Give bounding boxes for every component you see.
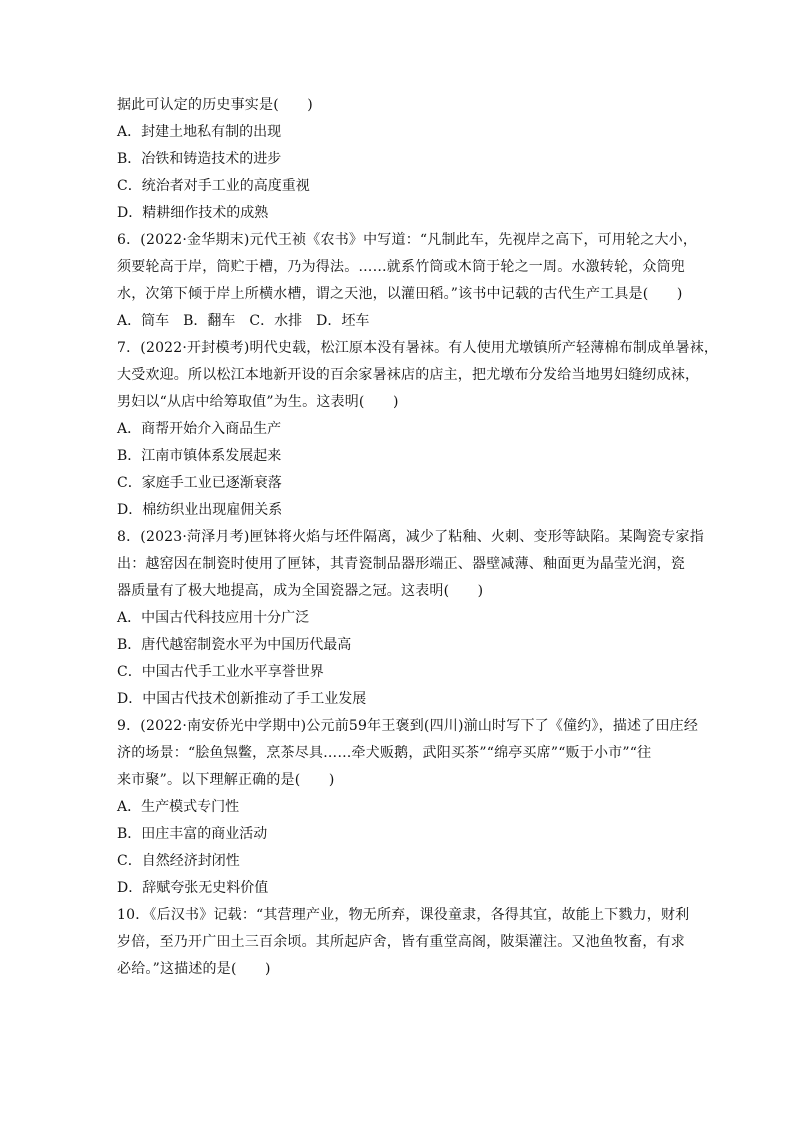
q7-stem-line-3: 男妇以“从店中给筹取值”为生。这表明( ) [117, 394, 399, 410]
q9-stem-line-3: 来市聚”。以下理解正确的是( ) [117, 772, 335, 788]
q8-option-d: D．中国古代技术创新推动了手工业发展 [117, 691, 367, 707]
q9-option-a: A．生产模式专门性 [117, 799, 240, 815]
question-list [117, 92, 719, 983]
q9-option-b: B．田庄丰富的商业活动 [117, 826, 268, 842]
q8-stem-line-1: 8．(2023·菏泽月考)匣钵将火焰与坯件隔离，减少了粘釉、火刺、变形等缺陷。某陶瓷专家指 [117, 529, 704, 545]
q5-stem-tail: 据此可认定的历史事实是( ) [117, 97, 313, 113]
q5-option-a: A．封建土地私有制的出现 [117, 124, 282, 140]
q8-option-b: B．唐代越窑制瓷水平为中国历代最高 [117, 637, 352, 653]
q9-stem-line-2: 济的场景：“脍鱼炰鳖，烹茶尽具……牵犬贩鹅，武阳买茶”“绵亭买席”“贩于小市”“往 [117, 745, 652, 761]
q8-option-a: A．中国古代科技应用十分广泛 [117, 610, 310, 626]
q8-stem-line-2: 出：越窑因在制瓷时使用了匣钵，其青瓷制品器形端正、器壁减薄、釉面更为晶莹光润，瓷 [117, 556, 685, 572]
q7-option-d: D．棉纺织业出现雇佣关系 [117, 502, 283, 518]
q7-stem-line-2: 大受欢迎。所以松江本地新开设的百余家暑袜店的店主，把尤墩布分发给当地男妇缝纫成袜， [117, 367, 700, 383]
q5-option-b: B．冶铁和铸造技术的进步 [117, 151, 282, 167]
q10-stem-line-3: 必给。”这描述的是( ) [117, 961, 271, 977]
q6-stem-line-1: 6．(2022·金华期末)元代王祯《农书》中写道：“凡制此车，先视岸之高下，可用轮之大小， [117, 232, 698, 248]
q9-option-d: D．辞赋夸张无史料价值 [117, 880, 269, 896]
q9-stem-line-1: 9．(2022·南安侨光中学期中)公元前59年王褒到(四川)湔山时写下了《僮约》，描述了田庄经 [117, 718, 699, 734]
q5-option-c: C．统治者对手工业的高度重视 [117, 178, 310, 194]
q7-option-a: A．商帮开始介入商品生产 [117, 421, 282, 437]
q5-option-d: D．精耕细作技术的成熟 [117, 205, 269, 221]
q6-options: A．筒车 B．翻车 C．水排 D．坯车 [117, 313, 370, 329]
q7-stem-line-1: 7．(2022·开封模考)明代史载，松江原本没有暑袜。有人使用尤墩镇所产轻薄棉布制成单暑袜， [117, 340, 719, 356]
q8-option-c: C．中国古代手工业水平享誉世界 [117, 664, 324, 680]
q10-stem-line-2: 岁倍，至乃开广田土三百余顷。其所起庐舍，皆有重堂高阁，陂渠灌注。又池鱼牧畜，有求 [117, 934, 685, 950]
q10-stem-line-1: 10．《后汉书》记载：“其营理产业，物无所弃，课役童隶，各得其宜，故能上下戮力，财利 [117, 907, 690, 923]
q8-stem-line-3: 器质量有了极大地提高，成为全国瓷器之冠。这表明( ) [117, 583, 484, 599]
q6-stem-line-3: 水，次第下倾于岸上所横水槽，谓之天池，以灌田稻。”该书中记载的古代生产工具是( ) [117, 286, 683, 302]
q6-stem-line-2: 须要轮高于岸，筒贮于槽，乃为得法。……就系竹筒或木筒于轮之一周。水激转轮，众筒兜 [117, 259, 685, 275]
q9-option-c: C．自然经济封闭性 [117, 853, 240, 869]
q7-option-c: C．家庭手工业已逐渐衰落 [117, 475, 282, 491]
q7-option-b: B．江南市镇体系发展起来 [117, 448, 282, 464]
